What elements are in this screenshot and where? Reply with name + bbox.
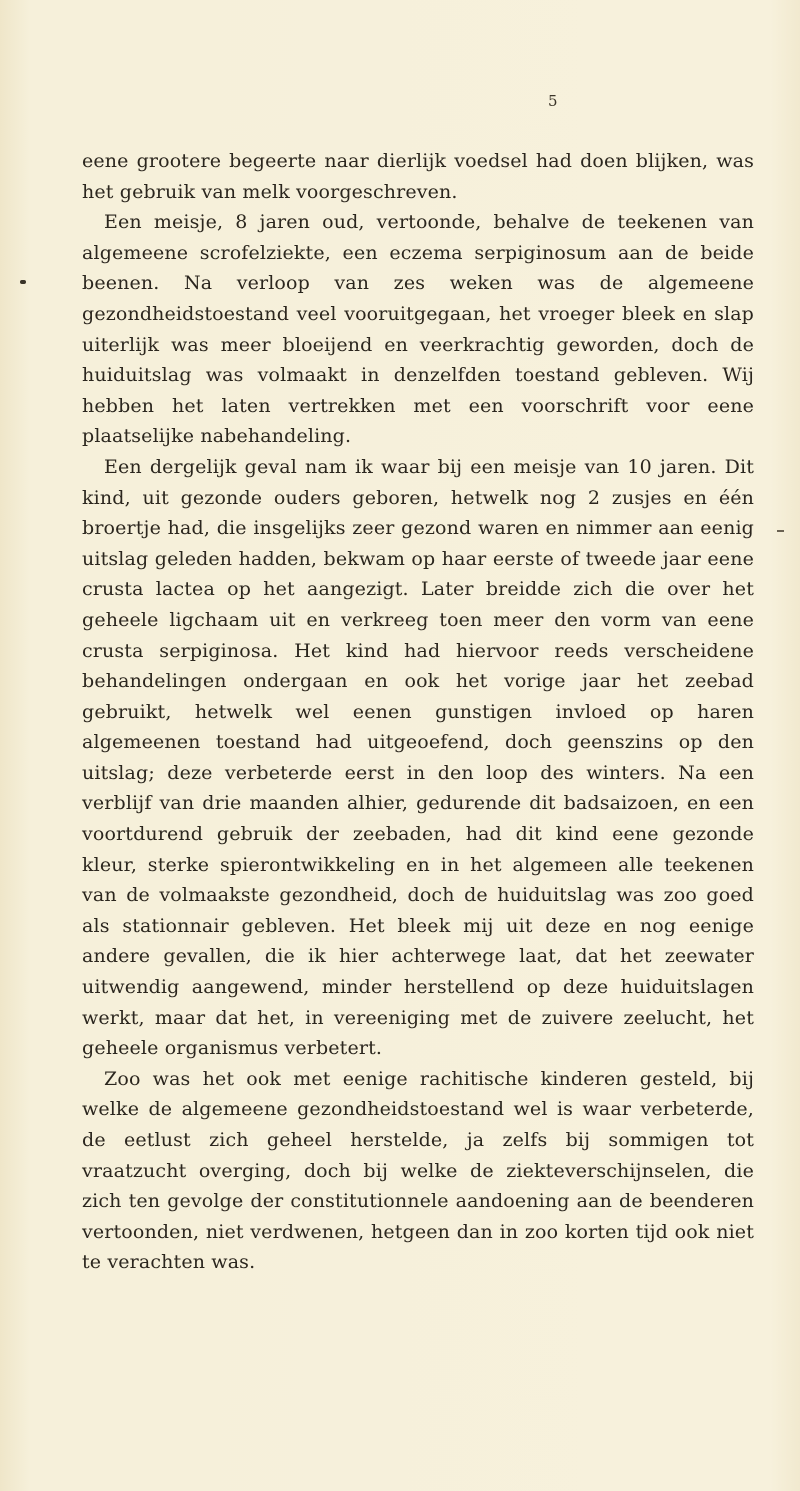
page-number: 5 bbox=[548, 92, 558, 110]
paragraph: Een dergelijk geval nam ik waar bij een meisje van 10 jaren. Dit kind, uit gezonde ouders geboren, hetwelk nog 2 zusjes en één broertje had, die insgelijks zeer gezond waren en nimmer aan eenig uitslag geleden hadden, bekwam op haar eerste of tweede jaar eene crusta lactea op het aangezigt. Later breidde zich die over het geheele ligchaam uit en verkreeg toen meer den vorm van eene crusta serpiginosa. Het kind had hiervoor reeds verscheidene behandelingen ondergaan en ook het vorige jaar het zeebad gebruikt, hetwelk wel eenen gunstigen invloed op haren algemeenen toestand had uitgeoefend, doch geenszins op den uitslag; deze verbeterde eerst in den loop des winters. Na een verblijf van drie maanden alhier, gedurende dit badsaizoen, en een voortdurend gebruik der zeebaden, had dit kind eene gezonde kleur, sterke spierontwikkeling en in het algemeen alle teekenen van de volmaakste gezondheid, doch de huiduitslag was zoo goed als stationnair gebleven. Het bleek mij uit deze en nog eenige andere gevallen, die ik hier achterwege laat, dat het zeewater uitwendig aangewend, minder herstellend op deze huiduitslagen werkt, maar dat het, in vereeniging met de zuivere zeelucht, het geheele organismus verbetert. bbox=[82, 455, 754, 1060]
paragraph: Een meisje, 8 jaren oud, vertoonde, behalve de teekenen van algemeene scrofelziekte, een eczema serpiginosum aan de beide beenen. Na verloop van zes weken was de algemeene gezondheidstoestand veel vooruitgegaan, het vroeger bleek en slap uiterlijk was meer bloeijend en veerkrachtig geworden, doch de huiduitslag was volmaakt in denzelfden toestand gebleven. Wij hebben het laten vertrekken met een voorschrift voor eene plaatselijke nabehandeling. bbox=[82, 211, 754, 448]
paragraph: Zoo was het ook met eenige rachitische kinderen gesteld, bij welke de algemeene gezondheidstoestand wel is waar verbeterde, de eetlust zich geheel herstelde, ja zelfs bij sommigen tot vraatzucht overging, doch bij welke de ziekteverschijnselen, die zich ten gevolge der constitutionnele aandoening aan de beenderen vertoonden, niet verdwenen, hetgeen dan in zoo korten tijd ook niet te verachten was. bbox=[82, 1067, 754, 1274]
body-text bbox=[82, 146, 754, 1278]
paragraph: eene grootere begeerte naar dierlijk voedsel had doen blijken, was het gebruik van melk voorgeschreven. bbox=[82, 150, 754, 203]
margin-mark-right bbox=[777, 530, 784, 532]
margin-mark-left bbox=[20, 280, 26, 284]
